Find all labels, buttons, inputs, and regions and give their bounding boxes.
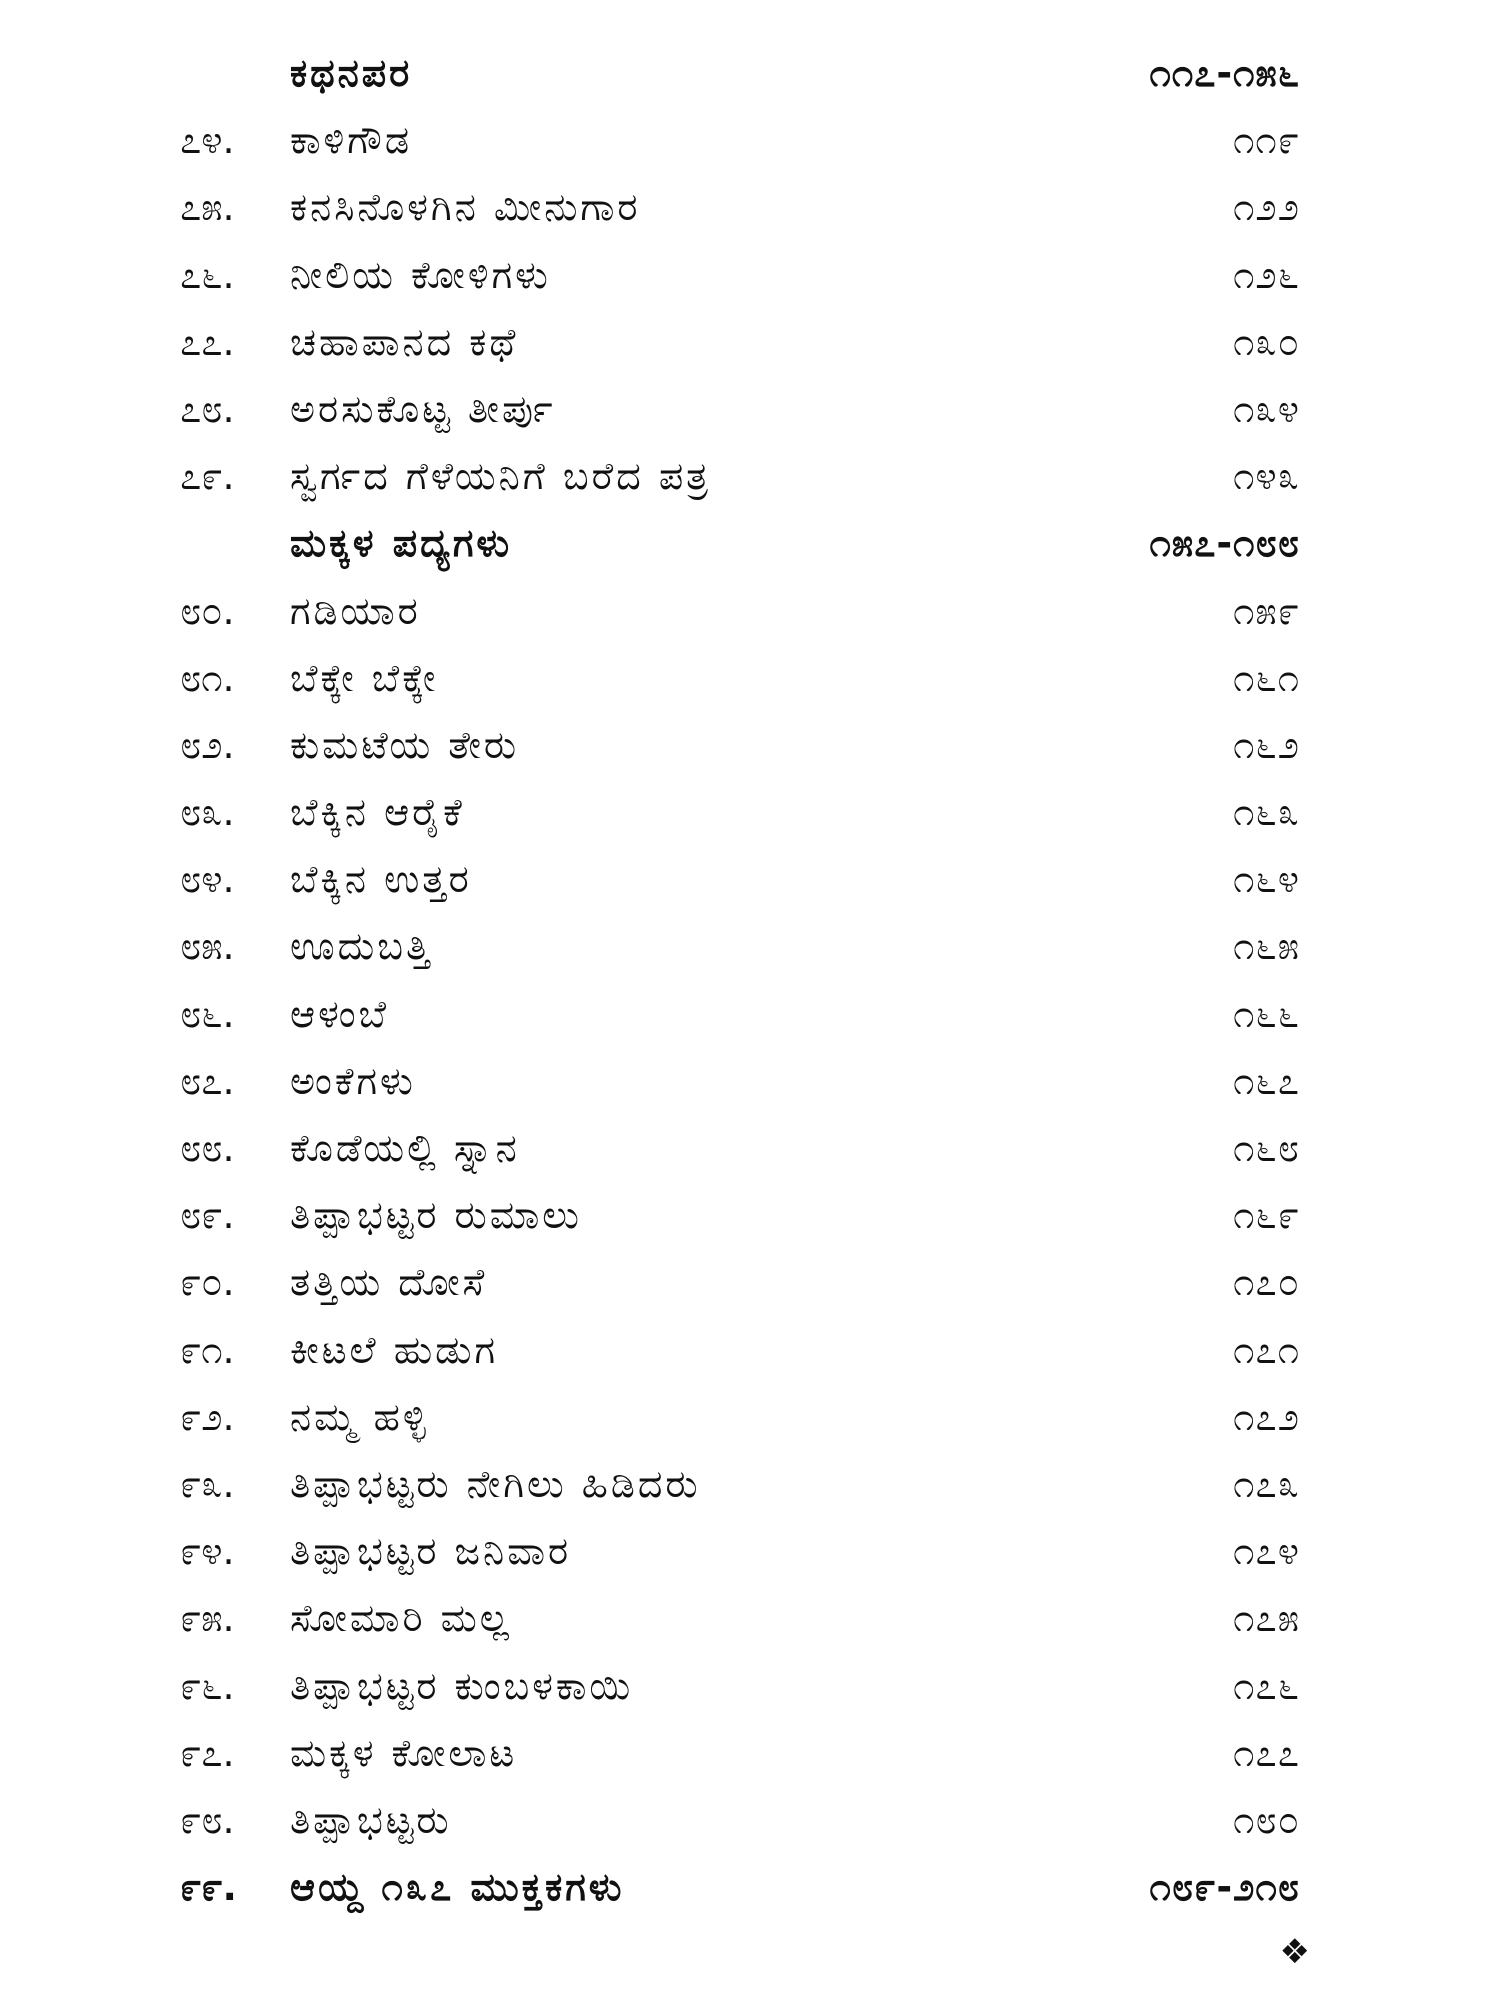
toc-page-number: ೧೩೦ [1233, 319, 1300, 364]
toc-page-number: ೧೭೦ [1233, 1260, 1300, 1305]
toc-entry-title: ಕಾಳಿಗೌಡ [290, 118, 413, 163]
toc-entry [0, 981, 1500, 1048]
toc-entry-number: ೭೯. [180, 454, 235, 499]
toc-page-number: ೧೫೯ [1233, 588, 1300, 633]
toc-entry-number: ೯೨. [180, 1394, 235, 1439]
toc-page-number: ೧೪೩ [1233, 454, 1300, 499]
toc-page-number: ೧೬೬ [1233, 991, 1300, 1036]
toc-section-title: ಕಥನಪರ [290, 51, 413, 95]
toc-page-number: ೧೭೬ [1233, 1663, 1300, 1708]
toc-page-number: ೧೬೯ [1233, 1193, 1300, 1238]
toc-entry-number: ೯೪. [180, 1529, 235, 1574]
toc-entry [0, 1653, 1500, 1720]
toc-entry-number: ೭೭. [180, 319, 235, 364]
toc-entry [0, 645, 1500, 712]
toc-entry-title: ಕನಸಿನೊಳಗಿನ ಮೀನುಗಾರ [290, 185, 641, 230]
toc-entry-number: ೮೧. [180, 655, 235, 700]
toc-entry-number: ೮೩. [180, 790, 235, 835]
toc-page-number: ೧೬೭ [1233, 1058, 1300, 1103]
toc-entry-title: ಚಹಾಪಾನದ ಕಥೆ [290, 319, 519, 364]
toc-entry [0, 1854, 1500, 1921]
toc-page-number: ೧೧೯ [1233, 118, 1300, 163]
toc-section-title: ಮಕ್ಕಳ ಪದ್ಯಗಳು [290, 521, 513, 566]
toc-page-number: ೧೬೪ [1233, 857, 1300, 902]
ornament-icon: ❖ [1279, 1932, 1310, 1972]
toc-entry [0, 1585, 1500, 1652]
toc-entry-number: ೭೮. [180, 386, 235, 431]
toc-entry-number: ೭೪. [180, 118, 235, 163]
toc-page-number: ೧೨೨ [1233, 185, 1300, 230]
toc-entry [0, 174, 1500, 241]
toc-entry [0, 1249, 1500, 1316]
toc-entry-title: ಬೆಕ್ಕೇ ಬೆಕ್ಕೇ [290, 655, 439, 700]
toc-entry-title: ಊದುಬತ್ತಿ [290, 924, 433, 969]
toc-entry-number: ೯೯. [180, 1865, 237, 1910]
toc-section-heading [0, 510, 1500, 577]
toc-page-number: ೧೬೮ [1233, 1126, 1300, 1170]
toc-entry-title: ಗಡಿಯಾರ [290, 588, 421, 633]
toc-entry-title: ಆಳಂಬೆ [290, 991, 390, 1036]
toc-entry [0, 1048, 1500, 1115]
toc-entry-title: ಬೆಕ್ಕಿನ ಆರೈಕೆ [290, 790, 465, 835]
toc-entry-title: ಮಕ್ಕಳ ಕೋಲಾಟ [290, 1730, 518, 1775]
toc-entry [0, 107, 1500, 174]
toc-entry-number: ೯೬. [180, 1663, 235, 1708]
toc-page-number: ೧೭೩ [1233, 1461, 1300, 1506]
toc-entry-number: ೯೮. [180, 1797, 235, 1842]
toc-entry-number: ೯೦. [180, 1260, 235, 1305]
toc-page-number: ೧೧೭-೧೫೬ [1149, 51, 1300, 95]
toc-page-number: ೧೬೨ [1233, 722, 1300, 767]
toc-entry-number: ೯೧. [180, 1327, 235, 1372]
toc-entry-number: ೯೫. [180, 1596, 235, 1641]
toc-page-number: ೧೨೬ [1233, 252, 1300, 297]
toc-entry-number: ೯೭. [180, 1730, 235, 1775]
toc-entry [0, 1787, 1500, 1854]
toc-entry-title: ಅರಸುಕೊಟ್ಟ ತೀರ್ಪು [290, 386, 556, 431]
toc-entry [0, 779, 1500, 846]
toc-entry-number: ೭೫. [180, 185, 235, 230]
toc-page-number: ೧೭೪ [1233, 1529, 1300, 1574]
toc-entry [0, 1115, 1500, 1182]
toc-entry [0, 1451, 1500, 1518]
toc-entry-title: ಆಯ್ದ ೧೩೭ ಮುಕ್ತಕಗಳು [290, 1865, 625, 1910]
toc-entry-number: ೮೪. [180, 857, 235, 902]
toc-entry-number: ೮೫. [180, 924, 235, 969]
toc-entry-number: ೮೦. [180, 588, 235, 633]
toc-entry [0, 443, 1500, 510]
toc-page-number: ೧೮೯-೨೧೮ [1149, 1865, 1300, 1910]
toc-page-number: ೧೭೧ [1233, 1327, 1300, 1372]
toc-entry-title: ತಿಪ್ಪಾಭಟ್ಟರು ನೇಗಿಲು ಹಿಡಿದರು [290, 1461, 701, 1506]
toc-entry-title: ಸೋಮಾರಿ ಮಲ್ಲ [290, 1596, 512, 1641]
toc-entry-title: ಬೆಕ್ಕಿನ ಉತ್ತರ [290, 857, 472, 902]
toc-page-number: ೧೬೩ [1233, 790, 1300, 835]
toc-entry-title: ಕುಮಟೆಯ ತೇರು [290, 722, 520, 767]
toc-entry [0, 1518, 1500, 1585]
toc-entry-number: ೮೯. [180, 1193, 235, 1238]
table-of-contents [0, 40, 1500, 1921]
toc-entry [0, 1182, 1500, 1249]
toc-page-number: ೧೩೪ [1233, 386, 1300, 431]
toc-entry [0, 1720, 1500, 1787]
toc-entry-number: ೮೬. [180, 991, 235, 1036]
toc-entry-title: ಕೊಡೆಯಲ್ಲಿ ಸ್ನಾನ [290, 1126, 520, 1170]
toc-entry [0, 1384, 1500, 1451]
toc-entry-number: ೮೨. [180, 722, 235, 767]
toc-entry-title: ತಿಪ್ಪಾಭಟ್ಟರ ರುಮಾಲು [290, 1193, 582, 1238]
toc-entry-title: ತಿಪ್ಪಾಭಟ್ಟರ ಕುಂಬಳಕಾಯಿ [290, 1663, 634, 1708]
toc-page-number: ೧೫೭-೧೮೮ [1149, 521, 1300, 566]
toc-section-heading [0, 40, 1500, 107]
toc-entry [0, 309, 1500, 376]
toc-entry-title: ನೀಲಿಯ ಕೋಳಿಗಳು [290, 252, 551, 297]
toc-entry-number: ೯೩. [180, 1461, 235, 1506]
toc-entry-number: ೮೮. [180, 1126, 235, 1170]
toc-entry [0, 578, 1500, 645]
toc-entry [0, 242, 1500, 309]
toc-entry [0, 846, 1500, 913]
toc-entry-title: ತಿಪ್ಪಾಭಟ್ಟರು [290, 1797, 452, 1842]
toc-entry [0, 376, 1500, 443]
toc-entry-number: ೮೭. [180, 1058, 235, 1103]
toc-page-number: ೧೭೭ [1233, 1730, 1300, 1775]
toc-entry-title: ಸ್ವರ್ಗದ ಗೆಳೆಯನಿಗೆ ಬರೆದ ಪತ್ರ [290, 454, 711, 499]
toc-entry-title: ಕೀಟಲೆ ಹುಡುಗ [290, 1327, 499, 1372]
toc-entry [0, 913, 1500, 980]
toc-page-number: ೧೬೫ [1233, 924, 1300, 969]
toc-page-number: ೧೭೨ [1233, 1394, 1300, 1439]
toc-page-number: ೧೬೧ [1233, 655, 1300, 700]
toc-entry-title: ತಿಪ್ಪಾಭಟ್ಟರ ಜನಿವಾರ [290, 1529, 572, 1574]
toc-entry-title: ಅಂಕೆಗಳು [290, 1058, 416, 1103]
toc-entry-title: ತತ್ತಿಯ ದೋಸೆ [290, 1260, 488, 1305]
toc-entry-title: ನಮ್ಮ ಹಳ್ಳಿ [290, 1394, 429, 1439]
toc-entry [0, 1317, 1500, 1384]
toc-entry-number: ೭೬. [180, 252, 235, 297]
toc-page-number: ೧೮೦ [1233, 1797, 1300, 1842]
toc-page-number: ೧೭೫ [1233, 1596, 1300, 1641]
toc-entry [0, 712, 1500, 779]
